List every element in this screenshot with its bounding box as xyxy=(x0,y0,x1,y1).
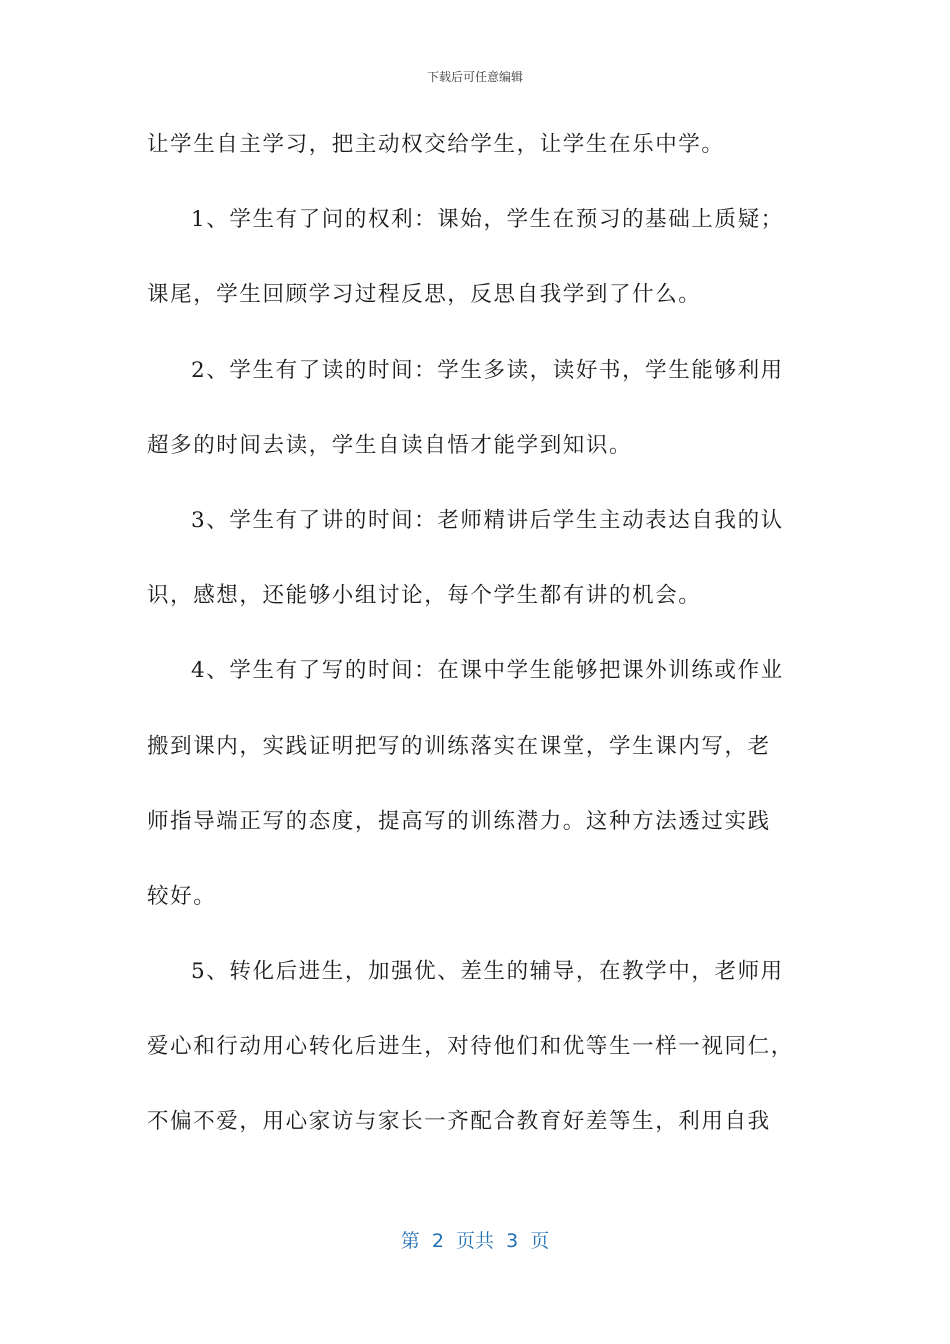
page-header-note: 下载后可任意编辑 xyxy=(426,70,523,84)
body-line-1: 让学生自主学习，把主动权交给学生，让学生在乐中学。 xyxy=(147,132,725,157)
document-body xyxy=(147,126,812,1179)
body-line-8: 4、学生有了写的时间：在课中学生能够把课外训练或作业 xyxy=(191,658,784,684)
body-line-5: 超多的时间去读，学生自读自悟才能学到知识。 xyxy=(147,432,633,458)
body-line-6: 3、学生有了讲的时间：老师精讲后学生主动表达自我的认 xyxy=(191,507,784,533)
body-line-13: 爱心和行动用心转化后进生，对待他们和优等生一样一视同仁， xyxy=(147,1034,794,1060)
body-line-2: 1、学生有了问的权利：课始，学生在预习的基础上质疑； xyxy=(191,207,784,233)
body-line-9: 搬到课内，实践证明把写的训练落实在课堂，学生课内写，老 xyxy=(147,733,771,759)
body-line-4: 2、学生有了读的时间：学生多读，读好书，学生能够利用 xyxy=(191,357,784,383)
body-line-10: 师指导端正写的态度，提高写的训练潜力。这种方法透过实践 xyxy=(147,808,771,834)
page-number-footer: 第 2 页共 3 页 xyxy=(400,1230,550,1252)
body-line-14: 不偏不爱，用心家访与家长一齐配合教育好差等生，利用自我 xyxy=(147,1109,771,1135)
body-line-11: 较好。 xyxy=(147,883,217,909)
body-line-3: 课尾，学生回顾学习过程反思，反思自我学到了什么。 xyxy=(147,282,702,308)
body-line-12: 5、转化后进生，加强优、差生的辅导，在教学中，老师用 xyxy=(191,959,784,985)
body-line-7: 识，感想，还能够小组讨论，每个学生都有讲的机会。 xyxy=(147,583,702,609)
